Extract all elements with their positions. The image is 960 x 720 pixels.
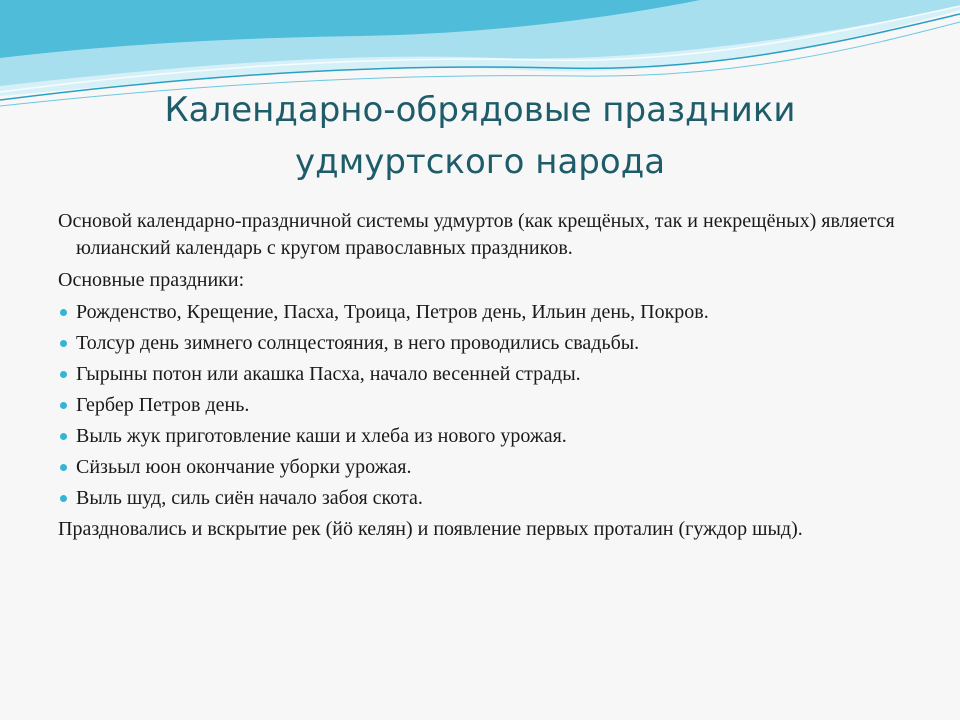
list-item-text: Гербер Петров день. [76,394,250,416]
closing-paragraph: Праздновались и вскрытие рек (йӧ келян) и появление первых проталин (гуждор шыд). [58,518,803,540]
bullet-icon [60,495,67,502]
list-item-text: Рожденство, Крещение, Пасха, Троица, Петров день, Ильин день, Покров. [76,301,709,323]
list-item-text: Сӥзьыл юон окончание уборки урожая. [76,456,412,478]
title-line-1: Календарно-обрядовые праздники [164,90,796,130]
bullet-icon [60,371,67,378]
list-item [58,485,898,512]
list-item-text: Выль жук приготовление каши и хлеба из нового урожая. [76,425,567,447]
intro-paragraph: Основой календарно-праздничной системы удмуртов (как крещёных, так и некрещёных) является юлианский календарь с кругом православных праздников. [58,210,895,259]
list-item-text: Толсур день зимнего солнцестояния, в него проводились свадьбы. [76,332,640,354]
list-item [58,299,898,326]
list-item-text: Выль шуд, силь сиён начало забоя скота. [76,487,423,509]
bullet-icon [60,464,67,471]
subheading: Основные праздники: [58,269,245,291]
holiday-list [58,299,898,512]
list-item [58,361,898,388]
slide-body [58,208,898,548]
bullet-icon [60,340,67,347]
list-item-text: Гырыны потон или акашка Пасха, начало весенней страды. [76,363,581,385]
bullet-icon [60,309,67,316]
list-item [58,330,898,357]
slide-title [60,84,900,188]
list-item [58,454,898,481]
bullet-icon [60,402,67,409]
bullet-icon [60,433,67,440]
list-item [58,392,898,419]
title-line-2: удмуртского народа [294,142,666,182]
list-item [58,423,898,450]
